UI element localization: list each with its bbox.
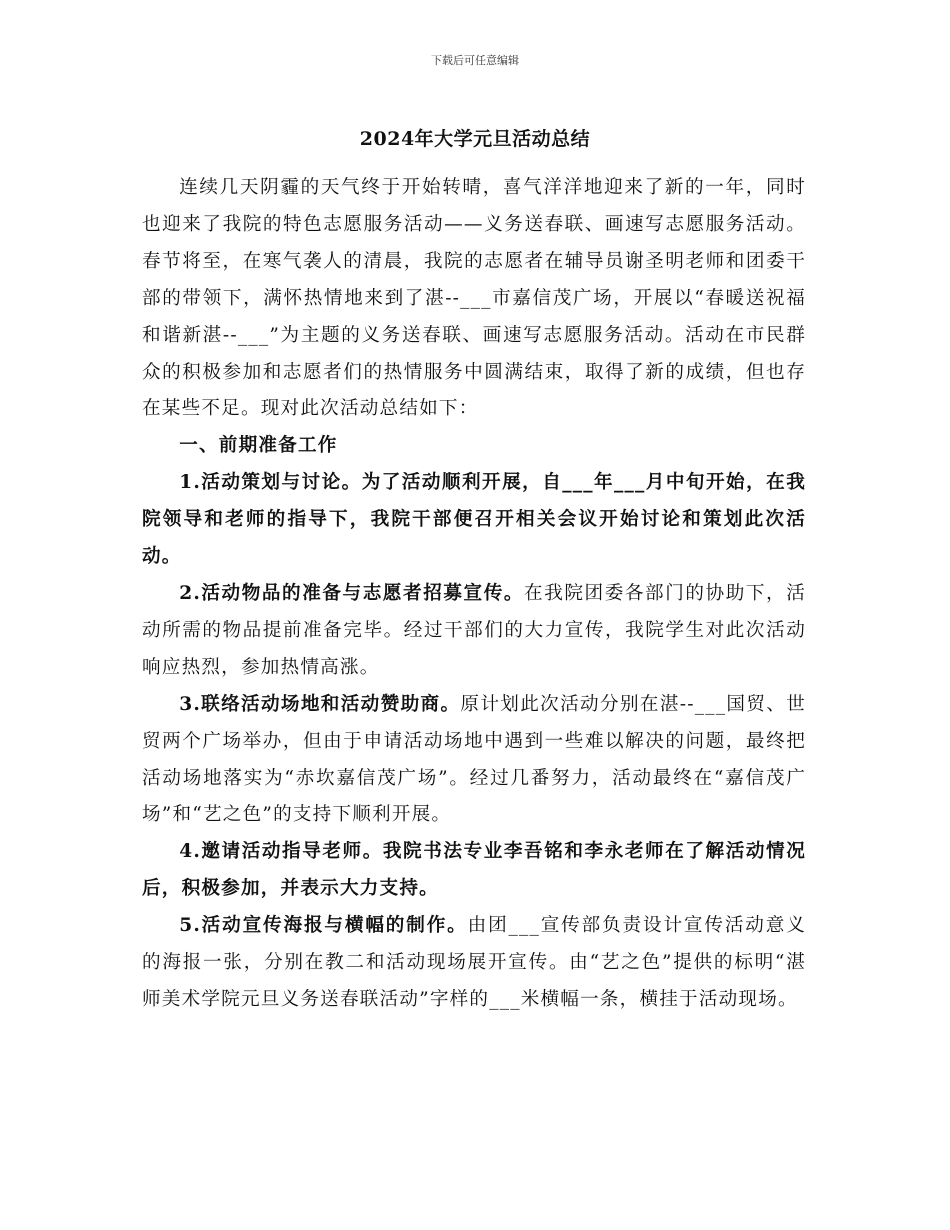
item-lead: 1.活动策划与讨论。为了活动顺利开展，自___年___月中旬开始，在我院领导和老师的指导下，我院干部便召开相关会议开始讨论和策划此次活动。 [142,472,806,568]
document-title: 2024年大学元旦活动总结 [359,128,591,150]
list-item [142,834,806,908]
item-body: 在我院团委各部门的协助下，活动所需的物品提前准备完毕。经过干部们的大力宣传，我院学生对此次活动响应热烈，参加热情高涨。 [142,582,806,678]
item-lead: 2.活动物品的准备与志愿者招募宣传。 [179,582,525,604]
document-body [142,170,806,1019]
list-item [142,687,806,835]
item-lead: 4.邀请活动指导老师。我院书法专业李吾铭和李永老师在了解活动情况后，积极参加，并表示大力支持。 [142,841,806,900]
list-item [142,576,806,687]
intro-paragraph: 连续几天阴霾的天气终于开始转晴，喜气洋洋地迎来了新的一年，同时也迎来了我院的特色志愿服务活动——义务送春联、画速写志愿服务活动。春节将至，在寒气袭人的清晨，我院的志愿者在辅导员谢圣明老师和团委干部的带领下，满怀热情地来到了湛--___市嘉信茂广场，开展以“春暖送祝福和谐新湛--___”为主题的义务送春联、画速写志愿服务活动。活动在市民群众的积极参加和志愿者们的热情服务中圆满结束，取得了新的成绩，但也存在某些不足。现对此次活动总结如下： [142,177,806,420]
header-note: 下载后可任意编辑 [431,54,519,67]
list-item [142,465,806,576]
item-body: 原计划此次活动分别在湛--___国贸、世贸两个广场举办，但由于申请活动场地中遇到一些难以解决的问题，最终把活动场地落实为“赤坎嘉信茂广场”。经过几番努力，活动最终在“嘉信茂广场”和“艺之色”的支持下顺利开展。 [142,693,806,826]
item-lead: 5.活动宣传海报与横幅的制作。 [179,915,468,937]
item-lead: 3.联络活动场地和活动赞助商。 [179,693,461,715]
section-heading: 一、前期准备工作 [179,435,338,457]
list-item [142,908,806,1019]
item-body: 由团___宣传部负责设计宣传活动意义的海报一张，分别在教二和活动现场展开宣传。由“艺之色”提供的标明“湛师美术学院元旦义务送春联活动”字样的___米横幅一条，横挂于活动现场。 [142,915,806,1010]
